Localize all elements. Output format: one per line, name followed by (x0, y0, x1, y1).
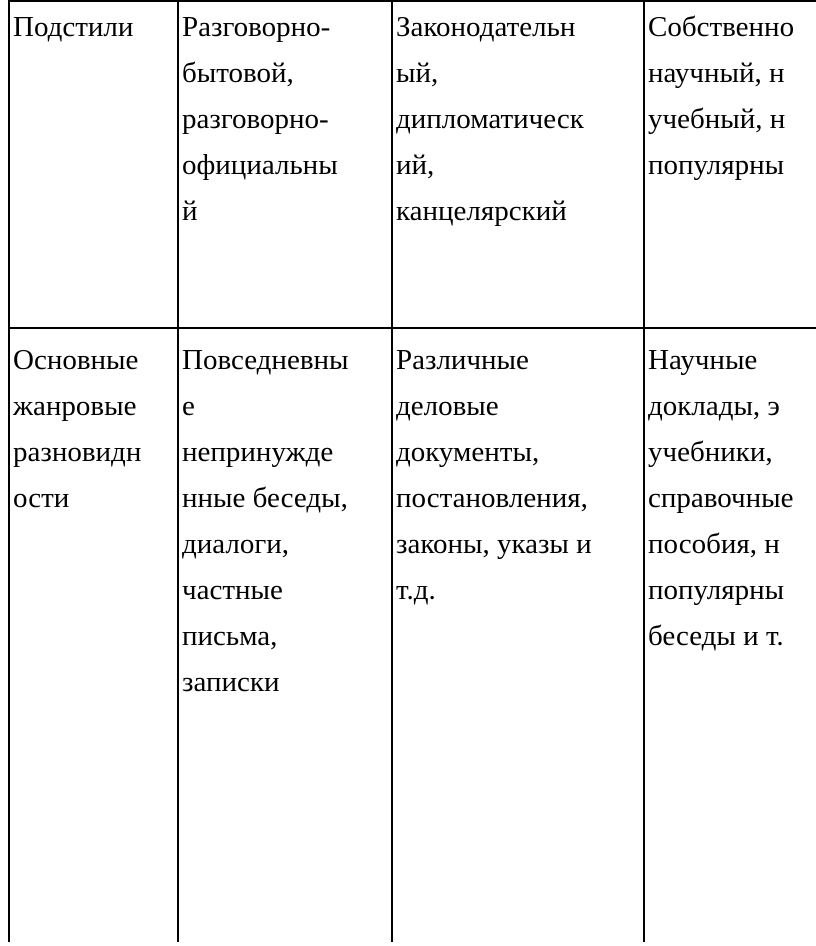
cell-line: й (182, 195, 198, 227)
cell-line: ый, (396, 57, 439, 89)
cell-line: справочные (648, 482, 794, 514)
cell-scientific-substyles (644, 1, 816, 328)
cell-line: Законодательн (396, 11, 576, 43)
cell-line: Повседневны (182, 344, 349, 376)
cell-line: деловые (396, 390, 499, 422)
cell-line: разновидн (13, 436, 142, 468)
cell-line: учебники, (648, 436, 773, 468)
cell-line: Различные (396, 344, 529, 376)
substyles-table (8, 0, 816, 942)
cell-line: нные беседы, (182, 482, 348, 514)
cell-line: е (182, 390, 195, 422)
cell-line: ости (13, 482, 70, 514)
cell-line: письма, (182, 620, 278, 652)
table-row-substyles (9, 1, 816, 328)
cell-line: постановления, (396, 482, 588, 514)
cell-header-substyles (9, 1, 178, 328)
cell-line: Собственно (648, 11, 795, 43)
cell-line: разговорно- (182, 103, 329, 135)
cell-line: записки (182, 666, 280, 698)
cell-line: официальны (182, 149, 338, 181)
cell-line: Разговорно- (182, 11, 331, 43)
cell-line: научный, н (648, 57, 785, 89)
cell-line: документы, (396, 436, 540, 468)
table-row-genres (9, 328, 816, 942)
cell-line: канцелярский (396, 195, 567, 227)
cell-line: Подстили (13, 11, 134, 43)
cell-line: бытовой, (182, 57, 294, 89)
cell-scientific-genres (644, 328, 816, 942)
cell-official-genres (392, 328, 644, 942)
cell-line: популярны (648, 574, 785, 606)
table-container (8, 0, 816, 942)
cell-line: Основные (13, 344, 139, 376)
cell-line: учебный, н (648, 103, 786, 135)
cell-line: непринужде (182, 436, 334, 468)
cell-line: пособия, н (648, 528, 780, 560)
cell-official-substyles (392, 1, 644, 328)
cell-conversational-genres (178, 328, 392, 942)
cell-line: популярны (648, 149, 785, 181)
cell-line: дипломатическ (396, 103, 584, 135)
cell-line: т.д. (396, 574, 436, 606)
cell-line: частные (182, 574, 283, 606)
cell-line: жанровые (13, 390, 137, 422)
cell-line: Научные (648, 344, 758, 376)
cell-line: диалоги, (182, 528, 290, 560)
cell-header-genres (9, 328, 178, 942)
cell-line: законы, указы и (396, 528, 592, 560)
cell-line: ий, (396, 149, 435, 181)
cell-conversational-substyles (178, 1, 392, 328)
cell-line: беседы и т. (648, 620, 784, 652)
cell-line: доклады, э (648, 390, 780, 422)
